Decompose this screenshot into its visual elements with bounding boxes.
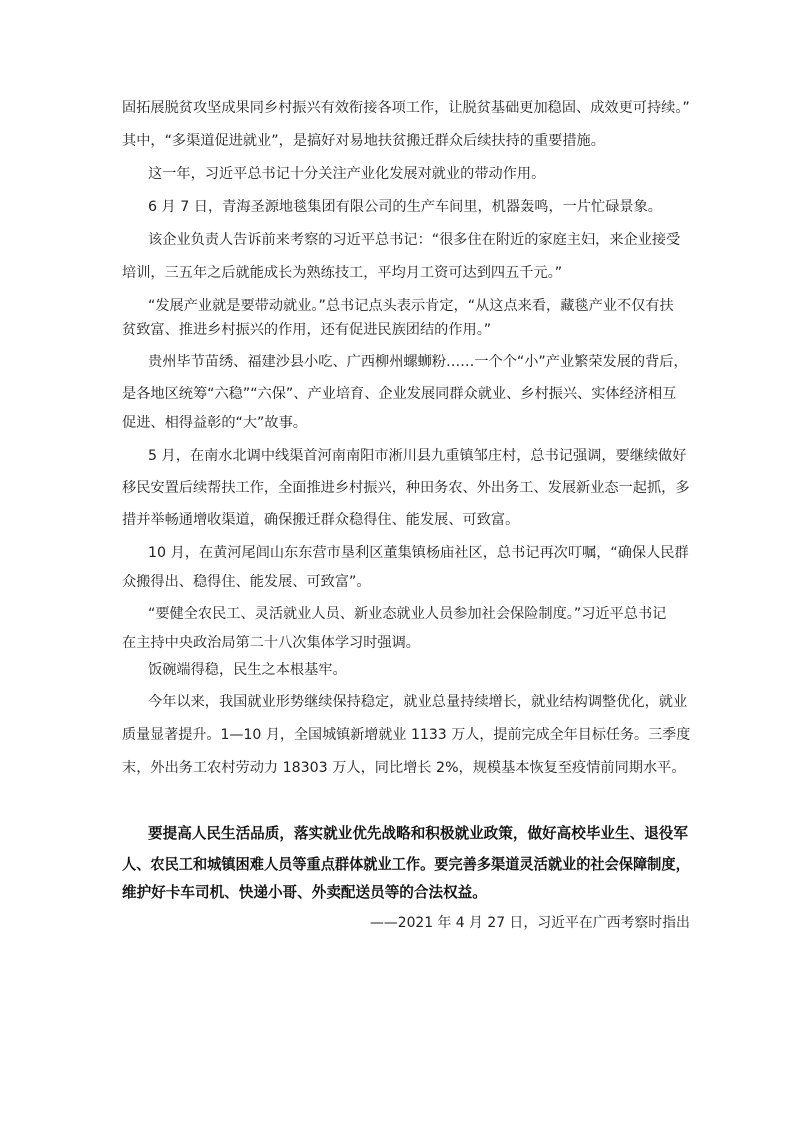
quote-attribution: ——2021 年 4 月 27 日，习近平在广西考察时指出 [370,915,690,931]
body-line: 今年以来，我国就业形势继续保持稳定，就业总量持续增长，就业结构调整优化，就业 [148,694,688,710]
body-line: 固拓展脱贫攻坚成果同乡村振兴有效衔接各项工作，让脱贫基础更加稳固、成效更可持续。” [122,100,690,116]
body-line: 该企业负责人告诉前来考察的习近平总书记：“很多住在附近的家庭主妇，来企业接受 [148,232,681,248]
body-line: 末，外出务工农村劳动力 18303 万人，同比增长 2%，规模基本恢复至疫情前同期水平。 [122,760,686,776]
body-line: 措并举畅通增收渠道，确保搬迁群众稳得住、能发展、可致富。 [122,512,520,528]
quote-line: 维护好卡车司机、快递小哥、外卖配送员等的合法权益。 [122,884,487,901]
body-line: 是各地区统筹“六稳”“六保”、产业培育、企业发展同群众就业、乡村振兴、实体经济相互 [122,386,677,402]
body-line: 众搬得出、稳得住、能发展、可致富”。 [122,574,371,590]
body-line: “要健全农民工、灵活就业人员、新业态就业人员参加社会保险制度。”习近平总书记 [148,606,667,622]
quote-line: 要提高人民生活品质，落实就业优先战略和积极就业政策，做好高校毕业生、退役军 [148,825,688,842]
body-line: 移民安置后续帮扶工作，全面推进乡村振兴，种田务农、外出务工、发展新业态一起抓，多 [122,480,690,496]
body-line: 5 月，在南水北调中线渠首河南南阳市淅川县九重镇邹庄村，总书记强调，要继续做好 [148,448,687,464]
body-line: 贫致富、推进乡村振兴的作用，还有促进民族团结的作用。” [122,322,492,338]
body-line: 10 月，在黄河尾闾山东东营市垦利区董集镇杨庙社区，总书记再次叮嘱，“确保人民群 [148,545,689,561]
body-line: 这一年，习近平总书记十分关注产业化发展对就业的带动作用。 [148,166,546,182]
body-line: 培训，三五年之后就能成长为熟练技工，平均月工资可达到四五千元。” [122,265,563,281]
body-line: 6 月 7 日，青海圣源地毯集团有限公司的生产车间里，机器轰鸣，一片忙碌景象。 [148,199,662,215]
body-line: 在主持中央政治局第二十八次集体学习时强调。 [122,635,420,651]
body-line: 贵州毕节苗绣、福建沙县小吃、广西柳州螺蛳粉……一个个“小”产业繁荣发展的背后， [148,354,688,370]
body-line: 促进、相得益彰的“大”故事。 [122,415,307,431]
body-line: 饭碗端得稳，民生之本根基牢。 [148,662,347,678]
body-line: 其中，“多渠道促进就业”，是搞好对易地扶贫搬迁群众后续扶持的重要措施。 [122,133,605,149]
body-line: 质量显著提升。1—10 月，全国城镇新增就业 1133 万人，提前完成全年目标任务。三季度 [122,727,691,743]
body-line: “发展产业就是要带动就业。”总书记点头表示肯定，“从这点来看，藏毯产业不仅有扶 [148,298,674,314]
quote-line: 人、农民工和城镇困难人员等重点群体就业工作。要完善多渠道灵活就业的社会保障制度， [122,856,690,873]
